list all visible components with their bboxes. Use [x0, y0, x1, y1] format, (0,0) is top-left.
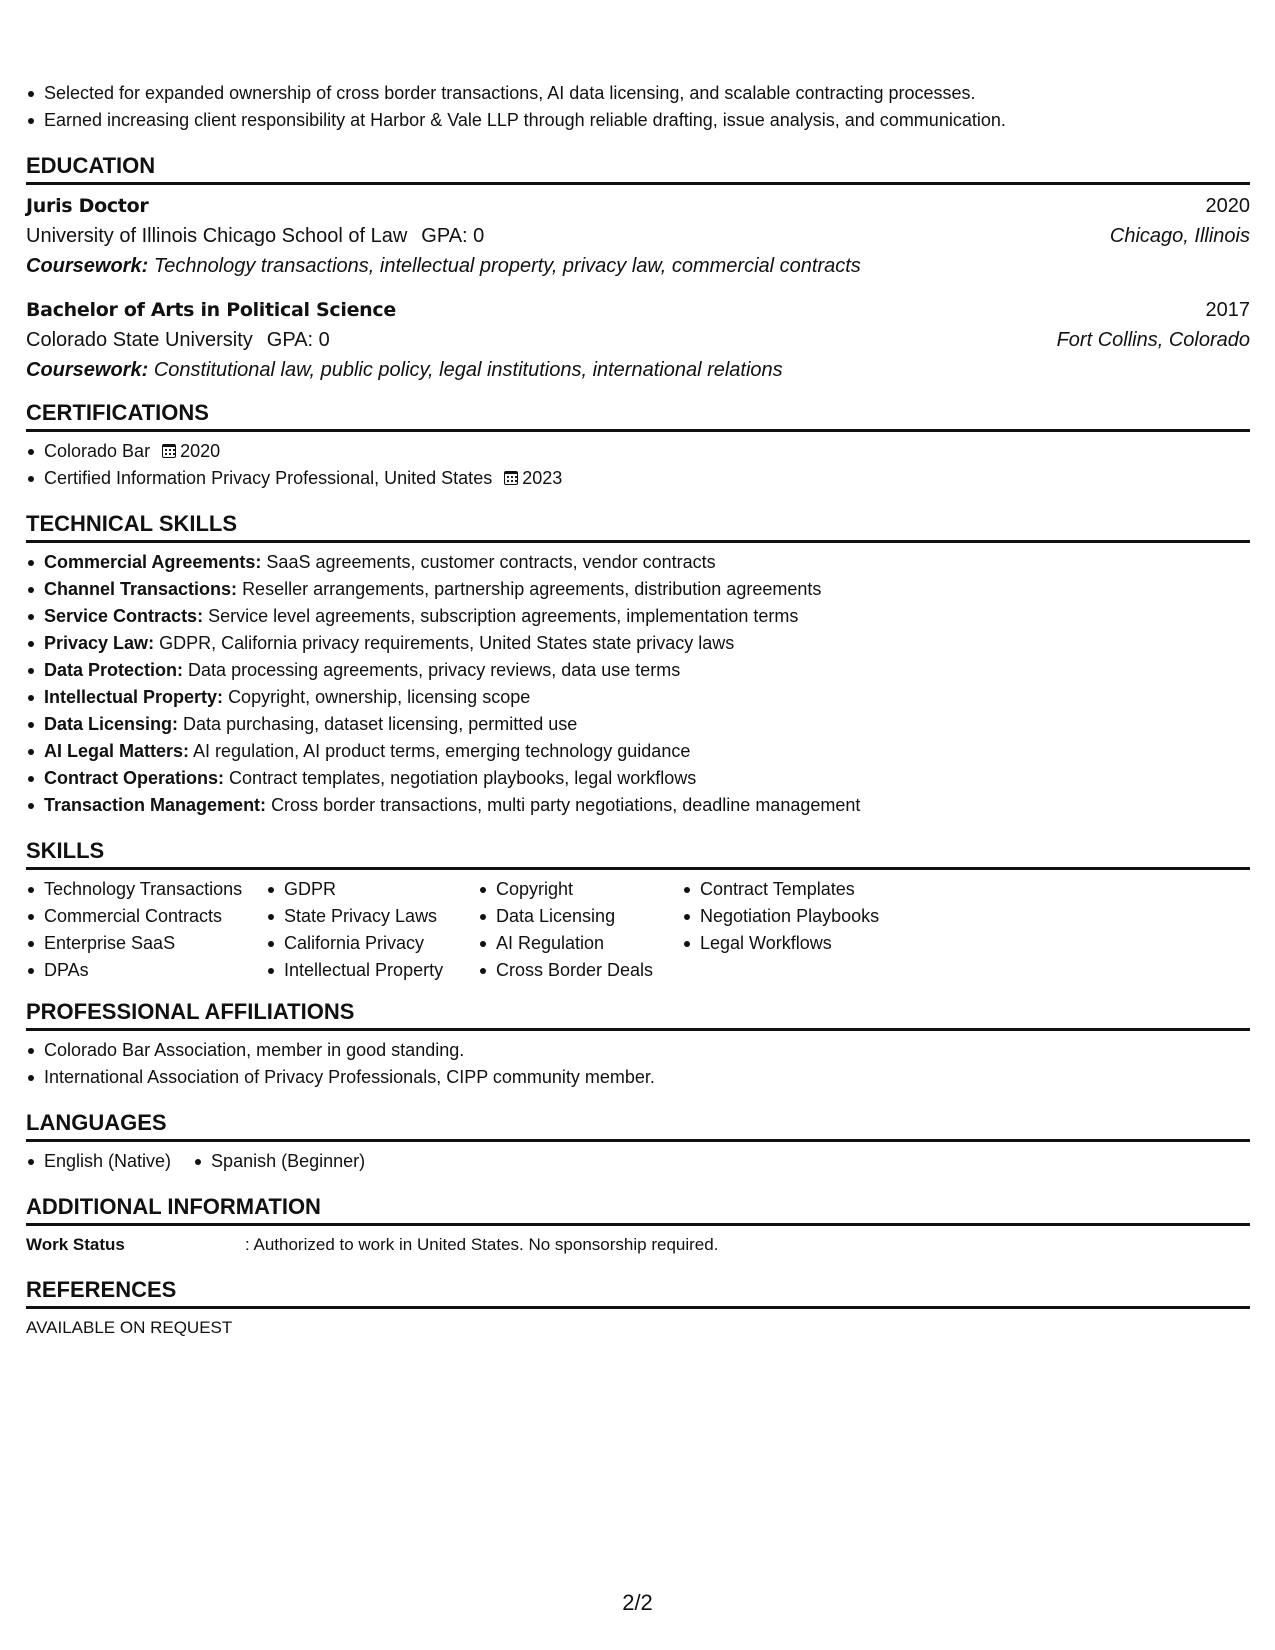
list-item: Copyright	[478, 876, 682, 903]
coursework-label: Coursework:	[26, 255, 149, 277]
skills-column	[682, 876, 942, 984]
certification-name: Colorado Bar	[44, 441, 151, 461]
skill-label: Channel Transactions:	[44, 579, 238, 599]
skill-text: Reseller arrangements, partnership agreements, distribution agreements	[242, 579, 822, 599]
calendar-icon	[162, 444, 176, 458]
list-item: Selected for expanded ownership of cross border transactions, AI data licensing, and scalable contracting processes.	[26, 80, 1250, 107]
list-item: Earned increasing client responsibility at Harbor & Vale LLP through reliable drafting, issue analysis, and communication.	[26, 107, 1250, 134]
certification-year: 2023	[522, 468, 563, 488]
certifications-section	[26, 399, 1250, 492]
location: Chicago, Illinois	[1109, 225, 1250, 247]
skills-section	[26, 837, 1250, 984]
education-section	[26, 152, 1250, 385]
work-status-value: : Authorized to work in United States. No sponsorship required.	[245, 1235, 719, 1254]
list-item: California Privacy	[266, 930, 478, 957]
list-item	[26, 438, 1250, 465]
skill-text: Data purchasing, dataset licensing, permitted use	[183, 714, 578, 734]
list-item: English (Native)	[26, 1148, 171, 1175]
skill-label: Service Contracts:	[44, 606, 204, 626]
degree: Bachelor of Arts in Political Science	[26, 299, 396, 321]
list-item: DPAs	[26, 957, 266, 984]
graduation-year: 2017	[1205, 299, 1250, 321]
coursework-text: Constitutional law, public policy, legal institutions, international relations	[153, 359, 783, 381]
school-name: Colorado State University	[26, 329, 253, 351]
skill-label: Data Licensing:	[44, 714, 179, 734]
technical-skills-list	[26, 549, 1250, 819]
gpa: GPA: 0	[421, 225, 485, 247]
page-number: 2/2	[622, 1590, 653, 1615]
list-item: Cross Border Deals	[478, 957, 682, 984]
affiliations-section	[26, 998, 1250, 1091]
skill-label: Transaction Management:	[44, 795, 267, 815]
list-item	[26, 765, 1250, 792]
list-item: Technology Transactions	[26, 876, 266, 903]
skill-text: AI regulation, AI product terms, emerging technology guidance	[193, 741, 691, 761]
coursework-text: Technology transactions, intellectual property, privacy law, commercial contracts	[153, 255, 861, 277]
list-item: Legal Workflows	[682, 930, 942, 957]
skills-column	[266, 876, 478, 984]
location: Fort Collins, Colorado	[1056, 329, 1250, 351]
list-item	[26, 711, 1250, 738]
list-item: Data Licensing	[478, 903, 682, 930]
list-item	[26, 576, 1250, 603]
skill-label: Intellectual Property:	[44, 687, 224, 707]
resume-page	[26, 80, 1250, 1341]
skills-grid	[26, 876, 1250, 984]
calendar-icon	[504, 471, 518, 485]
section-title: PROFESSIONAL AFFILIATIONS	[26, 998, 1250, 1031]
languages-section	[26, 1109, 1250, 1175]
education-entry	[26, 295, 1250, 385]
section-title: LANGUAGES	[26, 1109, 1250, 1142]
list-item	[26, 738, 1250, 765]
skill-text: Service level agreements, subscription agreements, implementation terms	[208, 606, 799, 626]
skill-label: AI Legal Matters:	[44, 741, 190, 761]
skills-column	[26, 876, 266, 984]
degree: Juris Doctor	[26, 195, 149, 217]
skill-label: Commercial Agreements:	[44, 552, 262, 572]
skill-text: Contract templates, negotiation playbooks, legal workflows	[229, 768, 697, 788]
skill-text: SaaS agreements, customer contracts, vendor contracts	[266, 552, 716, 572]
languages-list	[26, 1148, 1250, 1175]
list-item	[26, 603, 1250, 630]
skill-text: GDPR, California privacy requirements, United States state privacy laws	[159, 633, 735, 653]
work-status-row	[26, 1232, 1250, 1258]
additional-info-section	[26, 1193, 1250, 1258]
certification-name: Certified Information Privacy Professional, United States	[44, 468, 493, 488]
skill-text: Cross border transactions, multi party negotiations, deadline management	[271, 795, 861, 815]
list-item: Spanish (Beginner)	[193, 1148, 365, 1175]
list-item	[26, 684, 1250, 711]
section-title: SKILLS	[26, 837, 1250, 870]
coursework-label: Coursework:	[26, 359, 149, 381]
graduation-year: 2020	[1205, 195, 1250, 217]
list-item: Intellectual Property	[266, 957, 478, 984]
list-item	[26, 465, 1250, 492]
list-item: Colorado Bar Association, member in good standing.	[26, 1037, 1250, 1064]
skill-text: Data processing agreements, privacy reviews, data use terms	[188, 660, 681, 680]
list-item: Enterprise SaaS	[26, 930, 266, 957]
references-text: AVAILABLE ON REQUEST	[26, 1318, 233, 1337]
section-title: REFERENCES	[26, 1276, 1250, 1309]
section-title: TECHNICAL SKILLS	[26, 510, 1250, 543]
work-status-label: Work Status	[26, 1235, 125, 1254]
list-item	[26, 630, 1250, 657]
coursework	[26, 355, 1250, 385]
skill-label: Data Protection:	[44, 660, 184, 680]
skill-text: Copyright, ownership, licensing scope	[228, 687, 531, 707]
section-title: EDUCATION	[26, 152, 1250, 185]
experience-bullets	[26, 80, 1250, 134]
list-item: Commercial Contracts	[26, 903, 266, 930]
technical-skills-section	[26, 510, 1250, 819]
list-item: GDPR	[266, 876, 478, 903]
coursework	[26, 251, 1250, 281]
list-item: International Association of Privacy Professionals, CIPP community member.	[26, 1064, 1250, 1091]
list-item: Negotiation Playbooks	[682, 903, 942, 930]
section-title: CERTIFICATIONS	[26, 399, 1250, 432]
certification-year: 2020	[180, 441, 221, 461]
skills-column	[478, 876, 682, 984]
skill-label: Privacy Law:	[44, 633, 155, 653]
certifications-list	[26, 438, 1250, 492]
list-item: State Privacy Laws	[266, 903, 478, 930]
school-line	[26, 325, 330, 355]
list-item: AI Regulation	[478, 930, 682, 957]
gpa: GPA: 0	[266, 329, 330, 351]
list-item	[26, 549, 1250, 576]
list-item: Contract Templates	[682, 876, 942, 903]
skill-label: Contract Operations:	[44, 768, 225, 788]
list-item	[26, 792, 1250, 819]
school-name: University of Illinois Chicago School of Law	[26, 225, 408, 247]
education-entry	[26, 191, 1250, 281]
section-title: ADDITIONAL INFORMATION	[26, 1193, 1250, 1226]
list-item	[26, 657, 1250, 684]
affiliations-list	[26, 1037, 1250, 1091]
school-line	[26, 221, 484, 251]
references-section	[26, 1276, 1250, 1341]
